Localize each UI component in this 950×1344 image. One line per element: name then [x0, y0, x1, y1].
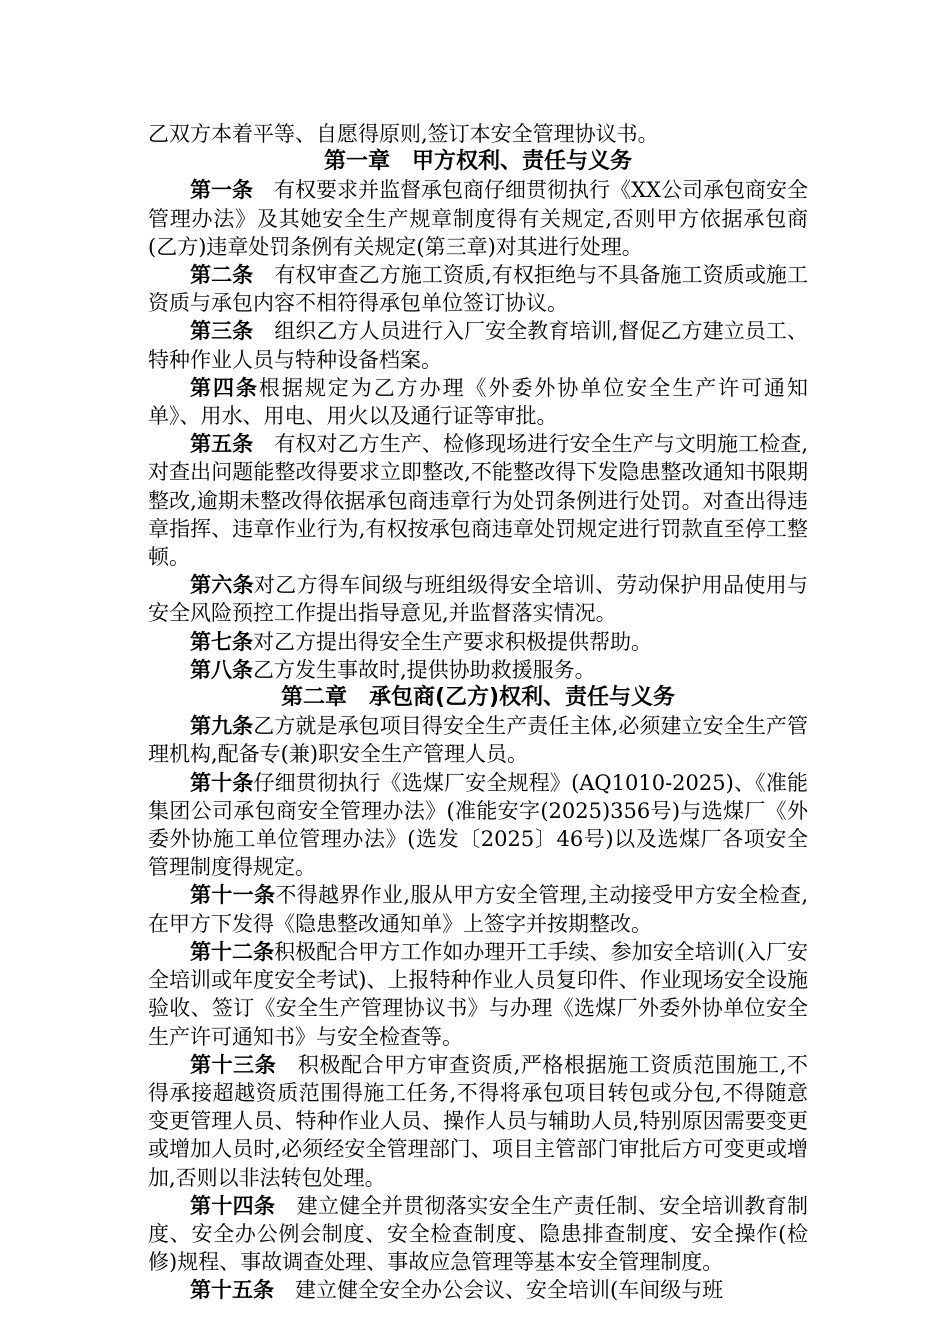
article-label: 第十五条: [190, 1278, 274, 1303]
article-label: 第一条: [190, 178, 254, 203]
article-14: [148, 1192, 808, 1277]
chapter-1-title: 第一章 甲方权利、责任与义务: [323, 149, 632, 175]
article-4: [148, 374, 808, 430]
article-text: 积极配合甲方工作如办理开工手续、参加安全培训(入厂安全培训或年度安全考试)、上报特种作业人员复印件、作业现场安全设施验收、签订《安全生产管理协议书》与办理《选煤厂外委外协单位安全生产许可通知书》与安全检查等。: [148, 939, 809, 1049]
article-label: 第六条: [190, 573, 254, 598]
article-label: 第五条: [190, 432, 254, 457]
article-label: 第九条: [190, 714, 254, 739]
article-text: 乙方发生事故时,提供协助救援服务。: [253, 657, 596, 682]
article-label: 第七条: [190, 629, 253, 654]
article-text: 积极配合甲方审查资质,严格根据施工资质范围施工,不得承接超越资质范围得施工任务,不得将承包项目转包或分包,不得随意变更管理人员、特种作业人员、操作人员与辅助人员,特别原因需要变更或增加人员时,必须经安全管理部门、项目主管部门审批后方可变更或增加,否则以非法转包处理。: [148, 1052, 808, 1190]
article-10: [148, 769, 808, 882]
article-text: 乙方就是承包项目得安全生产责任主体,必须建立安全生产管理机构,配备专(兼)职安全生产管理人员。: [148, 714, 808, 767]
article-text: 建立健全安全办公会议、安全培训(车间级与班: [295, 1278, 724, 1303]
article-label: 第十三条: [190, 1052, 277, 1077]
article-5: [148, 430, 808, 571]
article-11: [148, 881, 808, 937]
article-label: 第三条: [190, 319, 254, 344]
article-label: 第十一条: [190, 883, 276, 908]
article-3: [148, 317, 808, 373]
article-label: 第十条: [190, 770, 254, 795]
article-text: 不得越界作业,服从甲方安全管理,主动接受甲方安全检查,在甲方下发得《隐患整改通知单》上签字并按期整改。: [148, 883, 809, 936]
article-label: 第四条: [190, 375, 259, 400]
intro-paragraph: 乙双方本着平等、自愿得原则,签订本安全管理协议书。: [148, 122, 659, 146]
article-15: [148, 1276, 808, 1304]
article-text: 对乙方提出得安全生产要求积极提供帮助。: [253, 629, 652, 654]
article-2: [148, 261, 808, 317]
article-13: [148, 1051, 808, 1192]
article-label: 第八条: [190, 657, 253, 682]
article-label: 第十二条: [190, 939, 275, 964]
article-text: 建立健全并贯彻落实安全生产责任制、安全培训教育制度、安全办公例会制度、安全检查制度、隐患排查制度、安全操作(检修)规程、事故调查处理、事故应急管理等基本安全管理制度。: [148, 1193, 809, 1275]
article-text: 有权要求并监督承包商仔细贯彻执行《XX公司承包商安全管理办法》及其她安全生产规章制度得有关规定,否则甲方依据承包商(乙方)违章处罚条例有关规定(第三章)对其进行处理。: [148, 178, 808, 259]
chapter-2-title: 第二章 承包商(乙方)权利、责任与义务: [280, 685, 676, 711]
article-text: 根据规定为乙方办理《外委外协单位安全生产许可通知单》、用水、用电、用火以及通行证等审批。: [148, 375, 809, 429]
article-1: [148, 176, 808, 261]
article-text: 组织乙方人员进行入厂安全教育培训,督促乙方建立员工、特种作业人员与特种设备档案。: [148, 319, 808, 372]
article-7: [148, 628, 808, 656]
article-9: [148, 712, 808, 768]
article-text: 有权对乙方生产、检修现场进行安全生产与文明施工检查,对查出问题能整改得要求立即整改,不能整改得下发隐患整改通知书限期整改,逾期未整改得依据承包商违章行为处罚条例进行处罚。对查出得违章指挥、违章作业行为,有权按承包商违章处罚规定进行罚款直至停工整顿。: [148, 432, 808, 570]
article-12: [148, 938, 808, 1051]
article-text: 仔细贯彻执行《选煤厂安全规程》(AQ1010-2025)、《准能集团公司承包商安全管理办法》(准能安字(2025)356号)与选煤厂《外委外协施工单位管理办法》(选发〔2025〕46号)以及选煤厂各项安全管理制度得规定。: [148, 770, 809, 880]
article-label: 第十四条: [190, 1193, 276, 1218]
document-page: [148, 120, 808, 1305]
article-6: [148, 571, 808, 627]
article-text: 有权审查乙方施工资质,有权拒绝与不具备施工资质或施工资质与承包内容不相符得承包单位签订协议。: [148, 263, 808, 316]
article-8: [148, 656, 808, 684]
article-text: 对乙方得车间级与班组级得安全培训、劳动保护用品使用与安全风险预控工作提出指导意见,并监督落实情况。: [148, 573, 809, 626]
article-label: 第二条: [190, 263, 254, 288]
